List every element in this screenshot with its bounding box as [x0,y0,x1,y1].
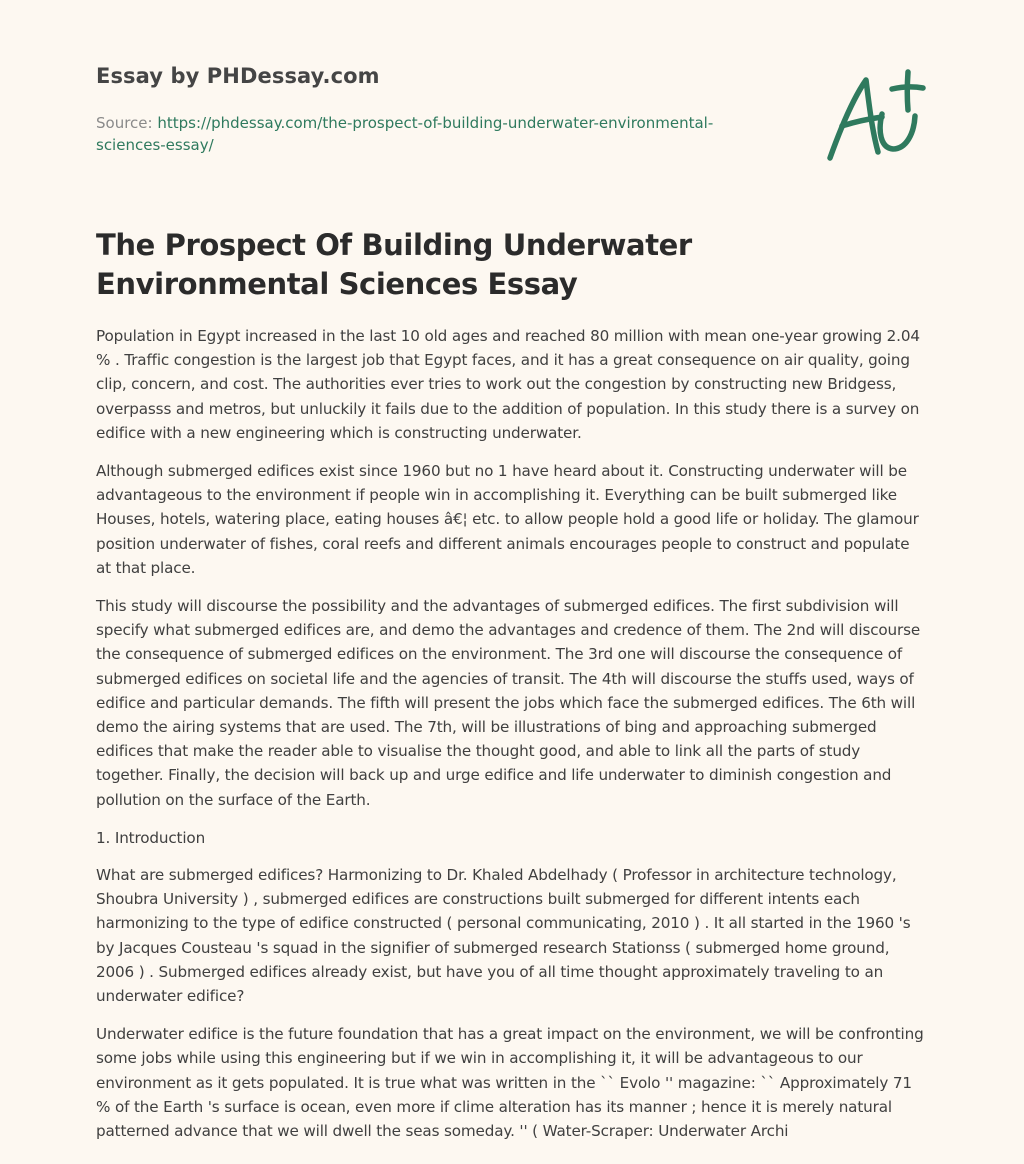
essay-paragraph: What are submerged edifices? Harmonizing to Dr. Khaled Abdelhady ( Professor in architecture technology, Shoubra University ) , submerged edifices are constructions built submerged for different intents each harmonizing to the type of edifice constructed ( personal communicating, 2010 ) . It all started in the 1960 's by Jacques Cousteau 's squad in the signifier of submerged research Stationss ( submerged home ground, 2006 ) . Submerged edifices already exist, but have you of all time thought approximately traveling to an underwater edifice? [96,866,911,1006]
source-link-line-2: sciences-essay/ [96,136,214,154]
essay-title: The Prospect Of Building Underwater Environmental Sciences Essay [96,228,692,301]
essay-body [96,324,928,1157]
essay-paragraph: Population in Egypt increased in the last 10 old ages and reached 80 million with mean one-year growing 2.04 % . Traffic congestion is the largest job that Egypt faces, and it has a great consequence on air quality, going clip, concern, and cost. The authorities ever tries to work out the congestion by constructing new Bridgess, overpasss and metros, but unluckily it fails due to the addition of population. In this study there is a survey on edifice with a new engineering which is constructing underwater. [96,327,920,442]
essay-paragraph: Underwater edifice is the future foundation that has a great impact on the environment, we will be confronting some jobs while using this engineering but if we win in accomplishing it, it will be advantageous to our environment as it gets populated. It is true what was written in the `` Evolo '' magazine: `` Approximately 71 % of the Earth 's surface is ocean, even more if clime alteration has its manner ; hence it is merely natural patterned advance that we will dwell the seas someday. '' ( Water-Scraper: Underwater Archi [96,1025,924,1141]
site-title: Essay by PHDessay.com [96,64,380,88]
essay-paragraph: Although submerged edifices exist since 1960 but no 1 have heard about it. Constructing underwater will be advantageous to the environment if people win in accomplishing it. Everything can be built submerged like Houses, hotels, watering place, eating houses â€¦ etc. to allow people hold a good life or holiday. The glamour position underwater of fishes, coral reefs and different animals encourages people to construct and populate at that place. [96,462,919,577]
source-link[interactable] [96,114,713,154]
source-link-line-1: https://phdessay.com/the-prospect-of-building-underwater-environmental- [157,114,714,132]
source-label: Source: [96,114,153,132]
section-heading: 1. Introduction [96,828,206,847]
a-plus-logo-icon [822,68,932,168]
essay-paragraph: This study will discourse the possibility and the advantages of submerged edifices. The first subdivision will specify what submerged edifices are, and demo the advantages and credence of them. The 2nd will discourse the consequence of submerged edifices on the environment. The 3rd one will discourse the consequence of submerged edifices on societal life and the agencies of transit. The 4th will discourse the stuffs used, ways of edifice and particular demands. The fifth will present the jobs which face the submerged edifices. The 6th will demo the airing systems that are used. The 7th, will be illustrations of bing and approaching submerged edifices that make the reader able to visualise the thought good, and able to link all the parts of study together. Finally, the decision will back up and urge edifice and life underwater to diminish congestion and pollution on the surface of the Earth. [96,597,921,809]
source-line [96,112,756,156]
